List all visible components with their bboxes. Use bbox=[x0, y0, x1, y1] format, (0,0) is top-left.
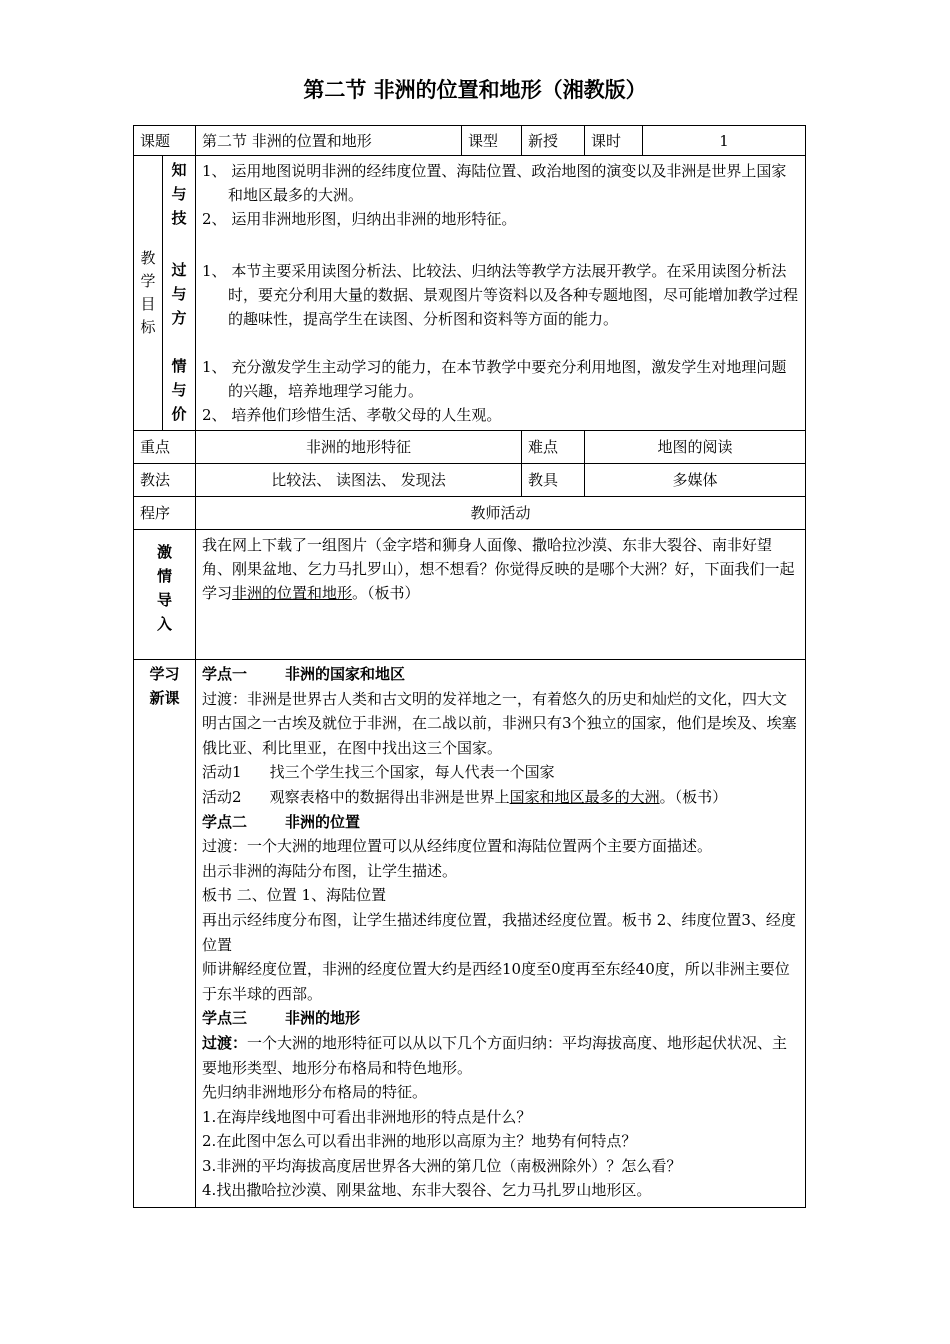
intro-label-text bbox=[134, 540, 195, 636]
topic-label: 课题 bbox=[134, 126, 196, 156]
intro-text-end: 。（板书） bbox=[352, 584, 420, 602]
point2-line: 过渡：一个大洲的地理位置可以从经纬度位置和海陆位置两个主要方面描述。 bbox=[202, 837, 713, 856]
difficulty-value: 地图的阅读 bbox=[585, 431, 806, 464]
key-row bbox=[134, 431, 806, 464]
procedure-value: 教师活动 bbox=[196, 497, 806, 530]
goal-item: 2、 运用非洲地形图，归纳出非洲的地形特征。 bbox=[202, 210, 517, 228]
goal-process-items bbox=[202, 259, 799, 355]
point3-line: 先归纳非洲地形分布格局的特征。 bbox=[202, 1083, 428, 1102]
activity1-label: 活动1 bbox=[202, 763, 242, 782]
label-char: 与 bbox=[171, 185, 187, 203]
label-char: 与 bbox=[171, 381, 187, 399]
point3-transition-text: 一个大洲的地形特征可以从以下几个方面归纳：平均海拔高度、地形起伏状况、主要地形类型、地形分布格局和特色地形。 bbox=[202, 1033, 788, 1077]
method-row bbox=[134, 464, 806, 497]
point2-title bbox=[202, 810, 799, 835]
point1-title bbox=[202, 662, 799, 687]
learn-label-2: 新课 bbox=[149, 689, 180, 707]
label-char: 教 bbox=[140, 249, 156, 267]
label-char: 情 bbox=[157, 567, 173, 585]
intro-content bbox=[196, 530, 806, 660]
tool-label: 教具 bbox=[522, 464, 585, 497]
label-char: 标 bbox=[140, 318, 156, 336]
goals-label bbox=[134, 156, 163, 431]
procedure-row bbox=[134, 497, 806, 530]
learn-label bbox=[134, 660, 196, 1208]
intro-row bbox=[134, 530, 806, 660]
activity2 bbox=[202, 785, 799, 810]
point3-title bbox=[202, 1006, 799, 1031]
label-char: 技 bbox=[171, 209, 187, 227]
intro-underlined: 非洲的位置和地形 bbox=[232, 584, 353, 602]
method-label: 教法 bbox=[134, 464, 196, 497]
key-value: 非洲的地形特征 bbox=[196, 431, 522, 464]
goal-item: 1、 充分激发学生主动学习的能力，在本节教学中要充分利用地图，激发学生对地理问题的兴趣，培养地理学习能力。 bbox=[202, 358, 787, 400]
label-char: 与 bbox=[171, 285, 187, 303]
period-value: 1 bbox=[643, 126, 806, 156]
question: 1.在海岸线地图中可看出非洲地形的特点是什么？ bbox=[202, 1107, 532, 1126]
type-label: 课型 bbox=[462, 126, 522, 156]
learn-row bbox=[134, 660, 806, 1208]
goal-item: 1、 本节主要采用读图分析法、比较法、归纳法等教学方法展开教学。在采用读图分析法时，要充分利用大量的数据、景观图片等资料以及各种专题地图，尽可能增加教学过程的趣味性，提高学生在读图、分析图和资料等方面的能力。 bbox=[202, 262, 799, 328]
goal-knowledge-label bbox=[163, 156, 195, 258]
goal-emotion-items bbox=[202, 355, 799, 427]
label-char: 知 bbox=[171, 161, 187, 179]
activity1-text: 找三个学生找三个国家，每人代表一个国家 bbox=[269, 763, 555, 782]
goal-process-label bbox=[163, 258, 195, 354]
label-char: 方 bbox=[171, 309, 187, 327]
point3-transition-label: 过渡： bbox=[202, 1033, 248, 1052]
goals-label-text bbox=[134, 247, 162, 339]
point2-line: 板书 二、位置 1、海陆位置 bbox=[202, 886, 387, 905]
point3-name: 非洲的地形 bbox=[285, 1009, 361, 1028]
label-char: 目 bbox=[140, 295, 156, 313]
label-char: 情 bbox=[171, 357, 187, 375]
activity2-text: 观察表格中的数据得出非洲是世界上 bbox=[269, 787, 510, 806]
goals-content bbox=[196, 156, 806, 431]
difficulty-label: 难点 bbox=[522, 431, 585, 464]
label-char: 学 bbox=[140, 272, 156, 290]
point1-num: 学点一 bbox=[202, 665, 248, 683]
point1-text: 过渡：非洲是世界古人类和古文明的发祥地之一，有着悠久的历史和灿烂的文化，四大文明古国之一古埃及就位于非洲，在二战以前，非洲只有3个独立的国家，他们是埃及、埃塞俄比亚、利比里亚，在图中找出这三个国家。 bbox=[202, 689, 797, 757]
activity2-underlined: 国家和地区最多的大洲 bbox=[509, 787, 660, 806]
goal-knowledge-items bbox=[202, 159, 799, 259]
header-row bbox=[134, 126, 806, 156]
tool-value: 多媒体 bbox=[585, 464, 806, 497]
procedure-label: 程序 bbox=[134, 497, 196, 530]
goals-sub-labels bbox=[163, 156, 196, 431]
intro-text: 我在网上下载了一组图片（金字塔和狮身人面像、撒哈拉沙漠、东非大裂谷、南非好望角、刚果盆地、乞力马扎罗山），想不想看？你觉得反映的是哪个大洲？好，下面我们一起学习 bbox=[202, 536, 795, 602]
label-char: 价 bbox=[171, 405, 187, 423]
goal-item: 2、 培养他们珍惜生活、孝敬父母的人生观。 bbox=[202, 406, 502, 424]
topic-value: 第二节 非洲的位置和地形 bbox=[196, 126, 462, 156]
type-value: 新授 bbox=[522, 126, 585, 156]
label-char: 导 bbox=[157, 591, 173, 609]
label-char: 激 bbox=[157, 543, 173, 561]
learn-content bbox=[196, 660, 806, 1208]
goal-item: 1、 运用地图说明非洲的经纬度位置、海陆位置、政治地图的演变以及非洲是世界上国家和地区最多的大洲。 bbox=[202, 162, 787, 204]
goals-row bbox=[134, 156, 806, 431]
point2-num: 学点二 bbox=[202, 812, 248, 831]
method-value: 比较法、 读图法、 发现法 bbox=[196, 464, 522, 497]
activity2-label: 活动2 bbox=[202, 787, 242, 806]
period-label: 课时 bbox=[585, 126, 643, 156]
point2-line: 师讲解经度位置，非洲的经度位置大约是西经10度至0度再至东经40度，所以非洲主要位于东半球的西部。 bbox=[202, 960, 790, 1003]
point2-line: 再出示经纬度分布图，让学生描述纬度位置，我描述经度位置。板书 2、纬度位置3、经度位置 bbox=[202, 910, 796, 954]
key-label: 重点 bbox=[134, 431, 196, 464]
point2-line: 出示非洲的海陆分布图，让学生描述。 bbox=[202, 861, 458, 880]
point2-name: 非洲的位置 bbox=[285, 812, 361, 831]
intro-label bbox=[134, 530, 196, 660]
point1-name: 非洲的国家和地区 bbox=[285, 665, 406, 683]
point3-line bbox=[202, 1031, 799, 1080]
label-char: 入 bbox=[157, 615, 173, 633]
activity2-end: 。（板书） bbox=[659, 787, 728, 806]
page-title: 第二节 非洲的位置和地形（湘教版） bbox=[303, 78, 647, 102]
question: 4.找出撒哈拉沙漠、刚果盆地、东非大裂谷、乞力马扎罗山地形区。 bbox=[202, 1181, 652, 1200]
learn-label-1: 学习 bbox=[149, 665, 180, 683]
label-char: 过 bbox=[171, 261, 187, 279]
question: 2.在此图中怎么可以看出非洲的地形以高原为主？地势有何特点？ bbox=[202, 1132, 637, 1151]
lesson-plan-table bbox=[133, 125, 806, 1208]
point3-num: 学点三 bbox=[202, 1009, 248, 1028]
activity1 bbox=[202, 760, 799, 785]
question: 3.非洲的平均海拔高度居世界各大洲的第几位（南极洲除外）？怎么看？ bbox=[202, 1156, 682, 1175]
goal-emotion-label bbox=[163, 354, 195, 426]
